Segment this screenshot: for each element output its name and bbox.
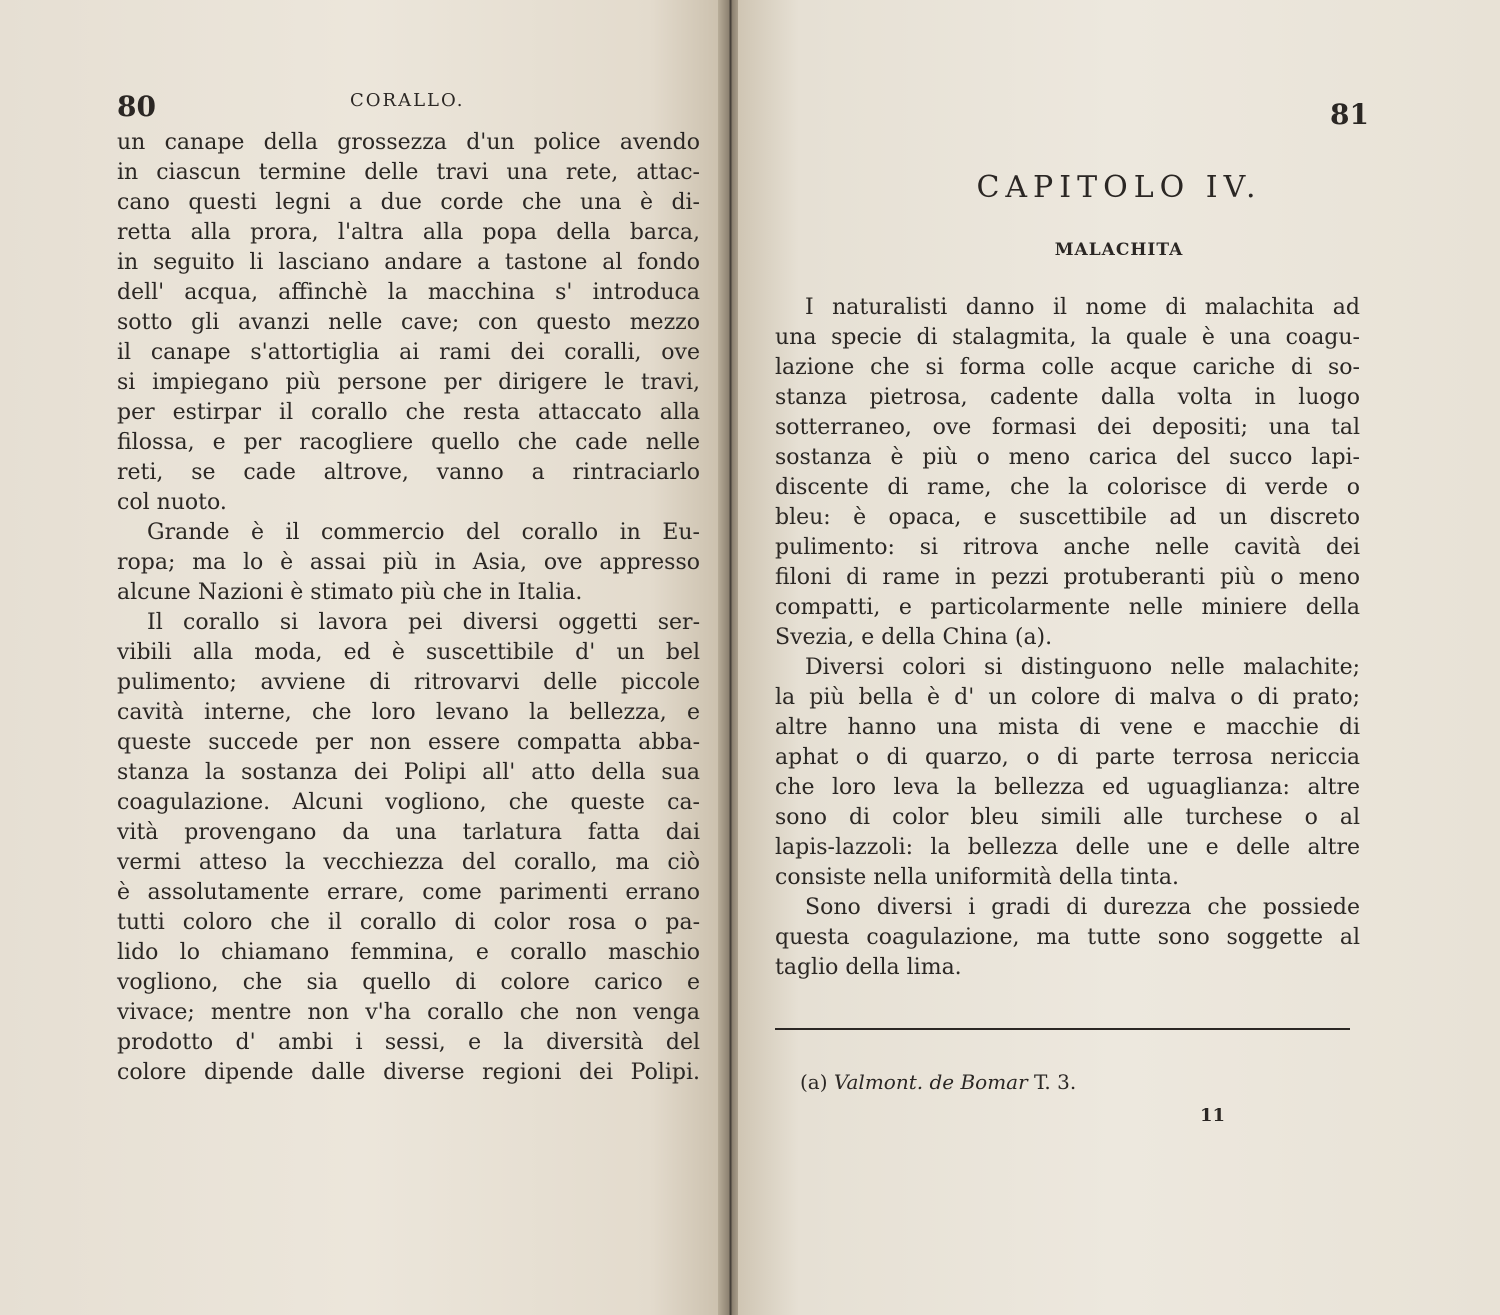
- running-head: CORALLO.: [350, 90, 465, 111]
- left-page-body: [117, 128, 700, 1088]
- text-line: stanza la sostanza dei Polipi all' atto della sua: [117, 760, 700, 785]
- text-line: Diversi colori si distinguono nelle malachite;: [805, 655, 1360, 680]
- text-line: lazione che si forma colle acque cariche di so-: [775, 355, 1360, 380]
- text-line: coagulazione. Alcuni vogliono, che queste ca-: [117, 790, 700, 815]
- signature-mark: 11: [1200, 1105, 1226, 1126]
- text-line: è assolutamente errare, come parimenti errano: [117, 880, 700, 905]
- text-line: filoni di rame in pezzi protuberanti più o meno: [775, 565, 1360, 590]
- footnote-tail: T. 3.: [1034, 1070, 1077, 1094]
- page-number-left: 80: [117, 90, 156, 123]
- text-line: si impiegano più persone per dirigere le travi,: [117, 370, 700, 395]
- text-line: in ciascun termine delle travi una rete, attac-: [117, 160, 700, 185]
- text-line: lapis-lazzoli: la bellezza delle une e delle altre: [775, 835, 1360, 860]
- chapter-subject: MALACHITA: [1054, 240, 1184, 260]
- footnote-text: Valmont. de Bomar: [833, 1070, 1028, 1094]
- text-line: per estirpar il corallo che resta attaccato alla: [117, 400, 700, 425]
- text-line: colore dipende dalle diverse regioni dei Polipi.: [117, 1060, 700, 1085]
- footnote: [800, 1070, 1076, 1094]
- text-line: compatti, e particolarmente nelle miniere della: [775, 595, 1360, 620]
- text-line: ropa; ma lo è assai più in Asia, ove appresso: [117, 550, 700, 575]
- text-line: filossa, e per racogliere quello che cade nelle: [117, 430, 700, 455]
- text-line: taglio della lima.: [775, 955, 962, 980]
- text-line: col nuoto.: [117, 490, 227, 515]
- text-line: altre hanno una mista di vene e macchie di: [775, 715, 1360, 740]
- text-line: sotto gli avanzi nelle cave; con questo mezzo: [117, 310, 700, 335]
- text-line: lido lo chiamano femmina, e corallo maschio: [117, 940, 700, 965]
- text-line: sotterraneo, ove formasi dei depositi; una tal: [775, 415, 1360, 440]
- text-line: vivace; mentre non v'ha corallo che non venga: [117, 1000, 700, 1025]
- text-line: Svezia, e della China (a).: [775, 625, 1053, 650]
- text-line: Grande è il commercio del corallo in Eu-: [147, 520, 700, 545]
- text-line: cavità interne, che loro levano la bellezza, e: [117, 700, 700, 725]
- text-line: vità provengano da una tarlatura fatta dai: [117, 820, 700, 845]
- text-line: Sono diversi i gradi di durezza che possiede: [805, 895, 1360, 920]
- text-line: sostanza è più o meno carica del succo lapi-: [775, 445, 1360, 470]
- chapter-title: CAPITOLO IV.: [976, 170, 1262, 205]
- text-line: vibili alla moda, ed è suscettibile d' un bel: [117, 640, 700, 665]
- text-line: consiste nella uniformità della tinta.: [775, 865, 1179, 890]
- text-line: tutti coloro che il corallo di color rosa o pa-: [117, 910, 700, 935]
- text-line: cano questi legni a due corde che una è di-: [117, 190, 700, 215]
- text-line: pulimento; avviene di ritrovarvi delle piccole: [117, 670, 700, 695]
- text-line: bleu: è opaca, e suscettibile ad un discreto: [775, 505, 1360, 530]
- text-line: Il corallo si lavora pei diversi oggetti ser-: [147, 610, 700, 635]
- text-line: prodotto d' ambi i sessi, e la diversità del: [117, 1030, 700, 1055]
- footnote-mark: (a): [800, 1070, 828, 1094]
- page-number-right: 81: [1330, 98, 1369, 131]
- text-line: il canape s'attortiglia ai rami dei coralli, ove: [117, 340, 700, 365]
- text-line: pulimento: si ritrova anche nelle cavità dei: [775, 535, 1360, 560]
- text-line: queste succede per non essere compatta abba-: [117, 730, 700, 755]
- left-page: [0, 0, 722, 1315]
- text-line: dell' acqua, affinchè la macchina s' introduca: [117, 280, 700, 305]
- text-line: un canape della grossezza d'un police avendo: [117, 130, 700, 155]
- text-line: I naturalisti danno il nome di malachita ad: [805, 295, 1360, 320]
- text-line: aphat o di quarzo, o di parte terrosa nericcia: [775, 745, 1360, 770]
- text-line: discente di rame, che la colorisce di verde o: [775, 475, 1360, 500]
- right-page: [738, 0, 1500, 1315]
- text-line: vermi atteso la vecchiezza del corallo, ma ciò: [117, 850, 700, 875]
- text-line: sono di color bleu simili alle turchese o al: [775, 805, 1360, 830]
- text-line: questa coagulazione, ma tutte sono soggette al: [775, 925, 1360, 950]
- text-line: in seguito li lasciano andare a tastone al fondo: [117, 250, 700, 275]
- text-line: retta alla prora, l'altra alla popa della barca,: [117, 220, 700, 245]
- text-line: reti, se cade altrove, vanno a rintraciarlo: [117, 460, 700, 485]
- text-line: che loro leva la bellezza ed uguaglianza: altre: [775, 775, 1360, 800]
- text-line: alcune Nazioni è stimato più che in Italia.: [117, 580, 583, 605]
- text-line: stanza pietrosa, cadente dalla volta in luogo: [775, 385, 1360, 410]
- footnote-rule: [775, 1028, 1350, 1030]
- text-line: una specie di stalagmita, la quale è una coagu-: [775, 325, 1360, 350]
- right-page-body: [775, 293, 1360, 983]
- text-line: la più bella è d' un colore di malva o di prato;: [775, 685, 1360, 710]
- text-line: vogliono, che sia quello di colore carico e: [117, 970, 700, 995]
